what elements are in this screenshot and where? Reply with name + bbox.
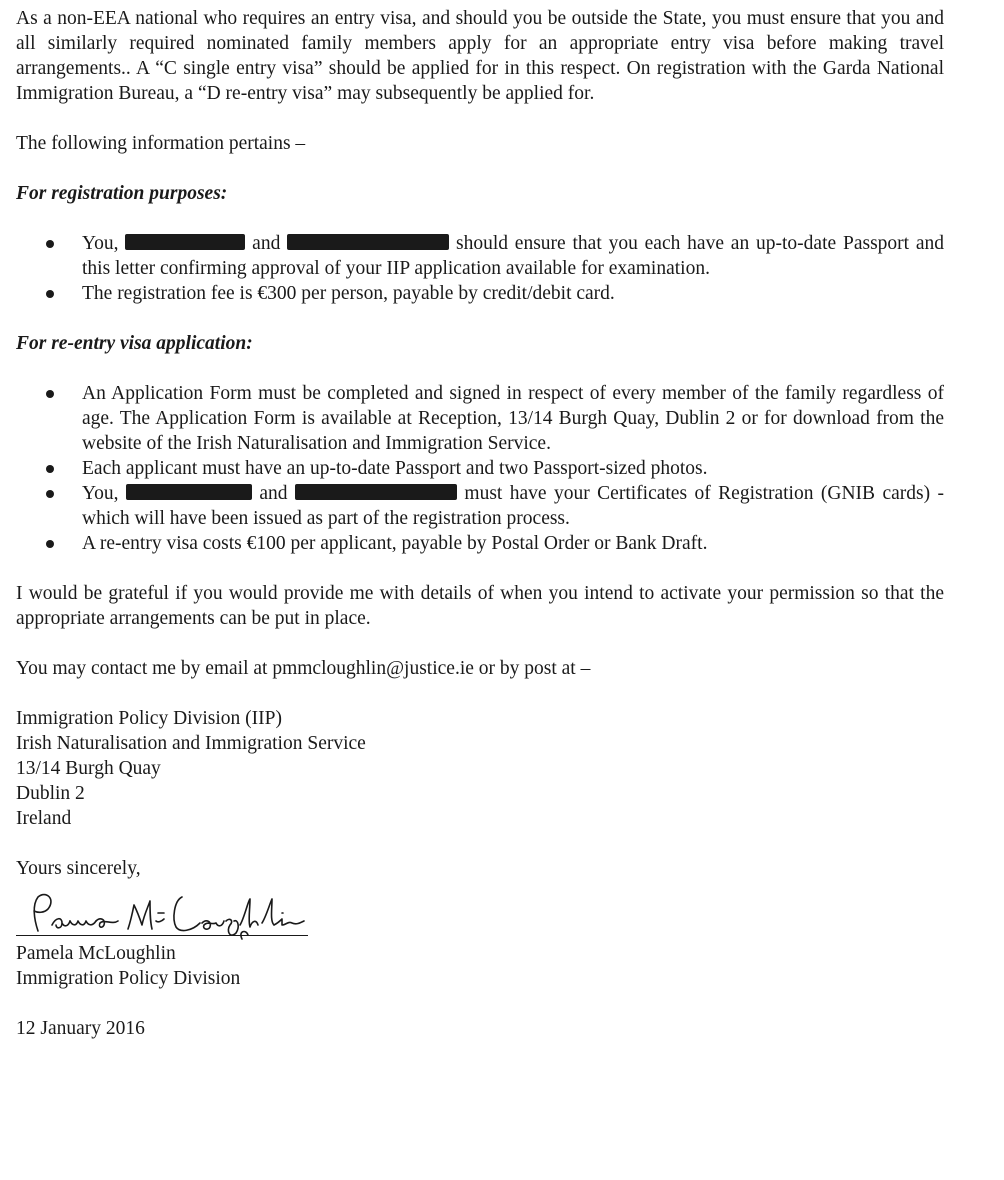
list-item: You, and should ensure that you each have an up-to-date Passport and this letter confirming approval of your IIP application available for examination. xyxy=(16,231,944,281)
signatory-division: Immigration Policy Division xyxy=(16,968,241,989)
contact-line: You may contact me by email at pmmcloughlin@justice.ie or by post at – xyxy=(16,658,591,679)
letter-body xyxy=(16,6,944,1041)
address-line: 13/14 Burgh Quay xyxy=(16,758,161,779)
list-item: The registration fee is €300 per person, payable by credit/debit card. xyxy=(16,281,944,306)
list-item: You, and must have your Certificates of Registration (GNIB cards) - which will have been issued as part of the registration process. xyxy=(16,481,944,531)
address-line: Dublin 2 xyxy=(16,783,85,804)
list-item: A re-entry visa costs €100 per applicant, payable by Postal Order or Bank Draft. xyxy=(16,531,944,556)
postal-address xyxy=(16,706,944,831)
bullet-icon xyxy=(46,290,54,298)
handwritten-signature xyxy=(16,891,316,941)
reentry-heading: For re-entry visa application: xyxy=(16,333,253,354)
bullet-icon xyxy=(46,240,54,248)
address-line: Ireland xyxy=(16,808,72,829)
registration-list xyxy=(16,231,944,306)
signature-line xyxy=(16,935,308,936)
address-line: Immigration Policy Division (IIP) xyxy=(16,708,282,729)
signatory-name: Pamela McLoughlin xyxy=(16,943,176,964)
letter-date: 12 January 2016 xyxy=(16,1018,145,1039)
redacted-name xyxy=(125,234,245,250)
redacted-name xyxy=(126,484,252,500)
list-item: Each applicant must have an up-to-date Passport and two Passport-sized photos. xyxy=(16,456,944,481)
intro-paragraph: As a non-EEA national who requires an entry visa, and should you be outside the State, you must ensure that you and all similarly required nominated family members apply for an appropriate entry visa before making travel arrangements.. A “C single entry visa” should be applied for in this respect. On registration with the Garda National Immigration Bureau, a “D re-entry visa” may subsequently be applied for. xyxy=(16,8,944,104)
redacted-name xyxy=(295,484,457,500)
bullet-icon xyxy=(46,490,54,498)
pertains-line: The following information pertains – xyxy=(16,133,306,154)
address-line: Irish Naturalisation and Immigration Service xyxy=(16,733,366,754)
bullet-icon xyxy=(46,540,54,548)
bullet-icon xyxy=(46,390,54,398)
signature-icon xyxy=(16,891,316,941)
bullet-icon xyxy=(46,465,54,473)
grateful-paragraph: I would be grateful if you would provide me with details of when you intend to activate your permission so that the appropriate arrangements can be put in place. xyxy=(16,583,944,629)
redacted-name xyxy=(287,234,449,250)
list-item: An Application Form must be completed and signed in respect of every member of the family regardless of age. The Application Form is available at Reception, 13/14 Burgh Quay, Dublin 2 or for download from the website of the Irish Naturalisation and Immigration Service. xyxy=(16,381,944,456)
salutation: Yours sincerely, xyxy=(16,858,141,879)
registration-heading: For registration purposes: xyxy=(16,183,228,204)
reentry-list xyxy=(16,381,944,556)
